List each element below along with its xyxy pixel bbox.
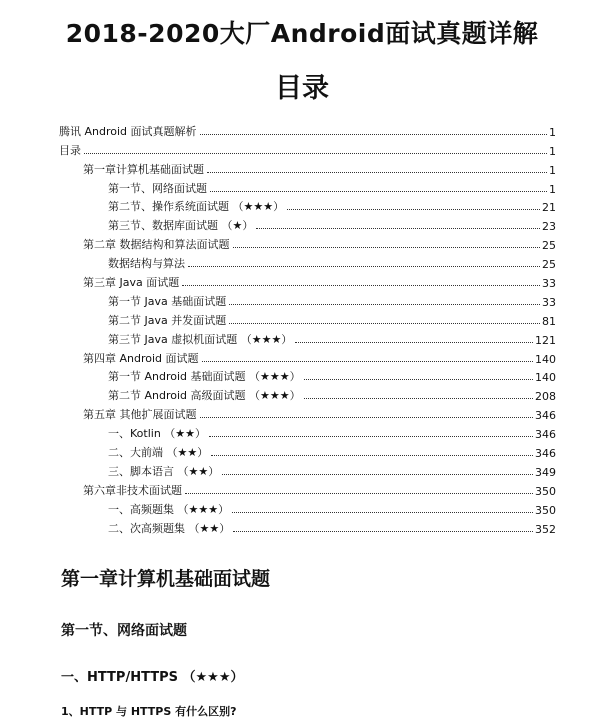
toc-leader-dots (304, 398, 533, 399)
toc-entry-page: 33 (542, 295, 556, 309)
toc-entry-title: 第五章 其他扩展面试题 (83, 408, 197, 422)
toc-entry-title: 一、Kotlin （★★） (108, 427, 207, 441)
toc-entry[interactable] (59, 422, 556, 441)
toc-entry-title: 第三节 Java 虚拟机面试题 （★★★） (108, 332, 293, 346)
toc-heading: 目录 (275, 73, 329, 104)
toc-entry-page: 140 (535, 352, 556, 366)
toc-leader-dots (229, 304, 540, 305)
toc-leader-dots (84, 153, 547, 154)
toc-entry-title: 腾讯 Android 面试真题解析 (59, 124, 197, 138)
toc-entry-page: 352 (535, 522, 556, 536)
toc-entry-title: 第二节 Android 高级面试题 （★★★） (108, 389, 301, 403)
toc-leader-dots (188, 266, 540, 267)
toc-leader-dots (182, 285, 540, 286)
toc-entry-title: 第一节 Java 基础面试题 (108, 294, 227, 308)
subsection-heading: 一、HTTP/HTTPS （★★★） (61, 670, 244, 685)
toc-entry[interactable] (59, 479, 556, 498)
toc-entry-title: 第三章 Java 面试题 (83, 276, 180, 290)
chapter-heading: 第一章计算机基础面试题 (61, 568, 271, 590)
toc-entry[interactable] (59, 214, 556, 233)
toc-entry-page: 1 (549, 144, 556, 158)
document-title: 2018-2020大厂Android面试真题详解 (65, 19, 539, 48)
toc-leader-dots (287, 209, 540, 210)
toc-entry-title: 二、大前端 （★★） (108, 446, 209, 460)
toc-leader-dots (202, 361, 533, 362)
toc-entry[interactable] (59, 498, 556, 517)
toc-leader-dots (207, 172, 547, 173)
toc-leader-dots (233, 247, 541, 248)
toc-entry-title: 目录 (59, 143, 81, 157)
toc-entry-page: 25 (542, 239, 556, 253)
toc-leader-dots (200, 134, 547, 135)
toc-entry-page: 121 (535, 333, 556, 347)
toc-entry[interactable] (59, 177, 556, 196)
toc-entry-title: 第三节、数据库面试题 （★） (108, 219, 254, 233)
toc-entry[interactable] (59, 347, 556, 366)
toc-entry-page: 21 (542, 201, 556, 215)
toc-entry[interactable] (59, 271, 556, 290)
toc-entry-page: 346 (535, 409, 556, 423)
toc-entry-page: 350 (535, 484, 556, 498)
toc-entry-page: 350 (535, 503, 556, 517)
toc-entry[interactable] (59, 196, 556, 215)
toc-entry[interactable] (59, 366, 556, 385)
toc-leader-dots (304, 379, 533, 380)
toc-entry[interactable] (59, 517, 556, 536)
toc-leader-dots (209, 436, 533, 437)
toc-entry-page: 346 (535, 428, 556, 442)
toc-leader-dots (229, 323, 540, 324)
question-heading: 1、HTTP 与 HTTPS 有什么区别? (61, 705, 237, 718)
toc-entry-title: 第一章计算机基础面试题 (83, 162, 204, 176)
toc-entry-page: 346 (535, 447, 556, 461)
toc-entry-page: 1 (549, 163, 556, 177)
toc-entry[interactable] (59, 139, 556, 158)
toc-entry[interactable] (59, 233, 556, 252)
toc-entry[interactable] (59, 120, 556, 139)
toc-entry[interactable] (59, 441, 556, 460)
toc-leader-dots (233, 531, 533, 532)
toc-entry[interactable] (59, 460, 556, 479)
toc-leader-dots (200, 417, 534, 418)
toc-entry-page: 25 (542, 258, 556, 272)
table-of-contents (59, 120, 556, 536)
toc-entry-title: 第一节 Android 基础面试题 （★★★） (108, 370, 301, 384)
toc-entry-title: 第六章非技术面试题 (83, 483, 182, 497)
toc-entry-title: 第一节、网络面试题 (108, 181, 207, 195)
toc-leader-dots (232, 512, 533, 513)
toc-entry[interactable] (59, 158, 556, 177)
toc-entry-title: 三、脚本语言 （★★） (108, 464, 220, 478)
toc-entry-page: 1 (549, 125, 556, 139)
toc-entry[interactable] (59, 252, 556, 271)
toc-entry[interactable] (59, 309, 556, 328)
toc-entry-title: 二、次高频题集 （★★） (108, 521, 231, 535)
toc-entry-title: 第二节、操作系统面试题 （★★★） (108, 200, 285, 214)
toc-entry-title: 一、高频题集 （★★★） (108, 502, 230, 516)
toc-entry[interactable] (59, 384, 556, 403)
toc-leader-dots (222, 474, 533, 475)
toc-entry[interactable] (59, 290, 556, 309)
toc-entry-page: 349 (535, 465, 556, 479)
toc-leader-dots (211, 455, 533, 456)
toc-entry-title: 第二节 Java 并发面试题 (108, 313, 227, 327)
toc-entry-title: 第二章 数据结构和算法面试题 (83, 238, 230, 252)
toc-entry-page: 140 (535, 371, 556, 385)
toc-leader-dots (256, 228, 540, 229)
toc-entry-title: 第四章 Android 面试题 (83, 351, 199, 365)
section-heading: 第一节、网络面试题 (61, 623, 187, 639)
toc-entry-title: 数据结构与算法 (108, 257, 185, 271)
toc-entry-page: 23 (542, 220, 556, 234)
toc-leader-dots (185, 493, 533, 494)
toc-entry-page: 208 (535, 390, 556, 404)
toc-entry-page: 33 (542, 277, 556, 291)
toc-leader-dots (210, 191, 547, 192)
toc-entry[interactable] (59, 403, 556, 422)
toc-entry-page: 81 (542, 314, 556, 328)
toc-leader-dots (295, 342, 533, 343)
toc-entry[interactable] (59, 328, 556, 347)
toc-entry-page: 1 (549, 182, 556, 196)
